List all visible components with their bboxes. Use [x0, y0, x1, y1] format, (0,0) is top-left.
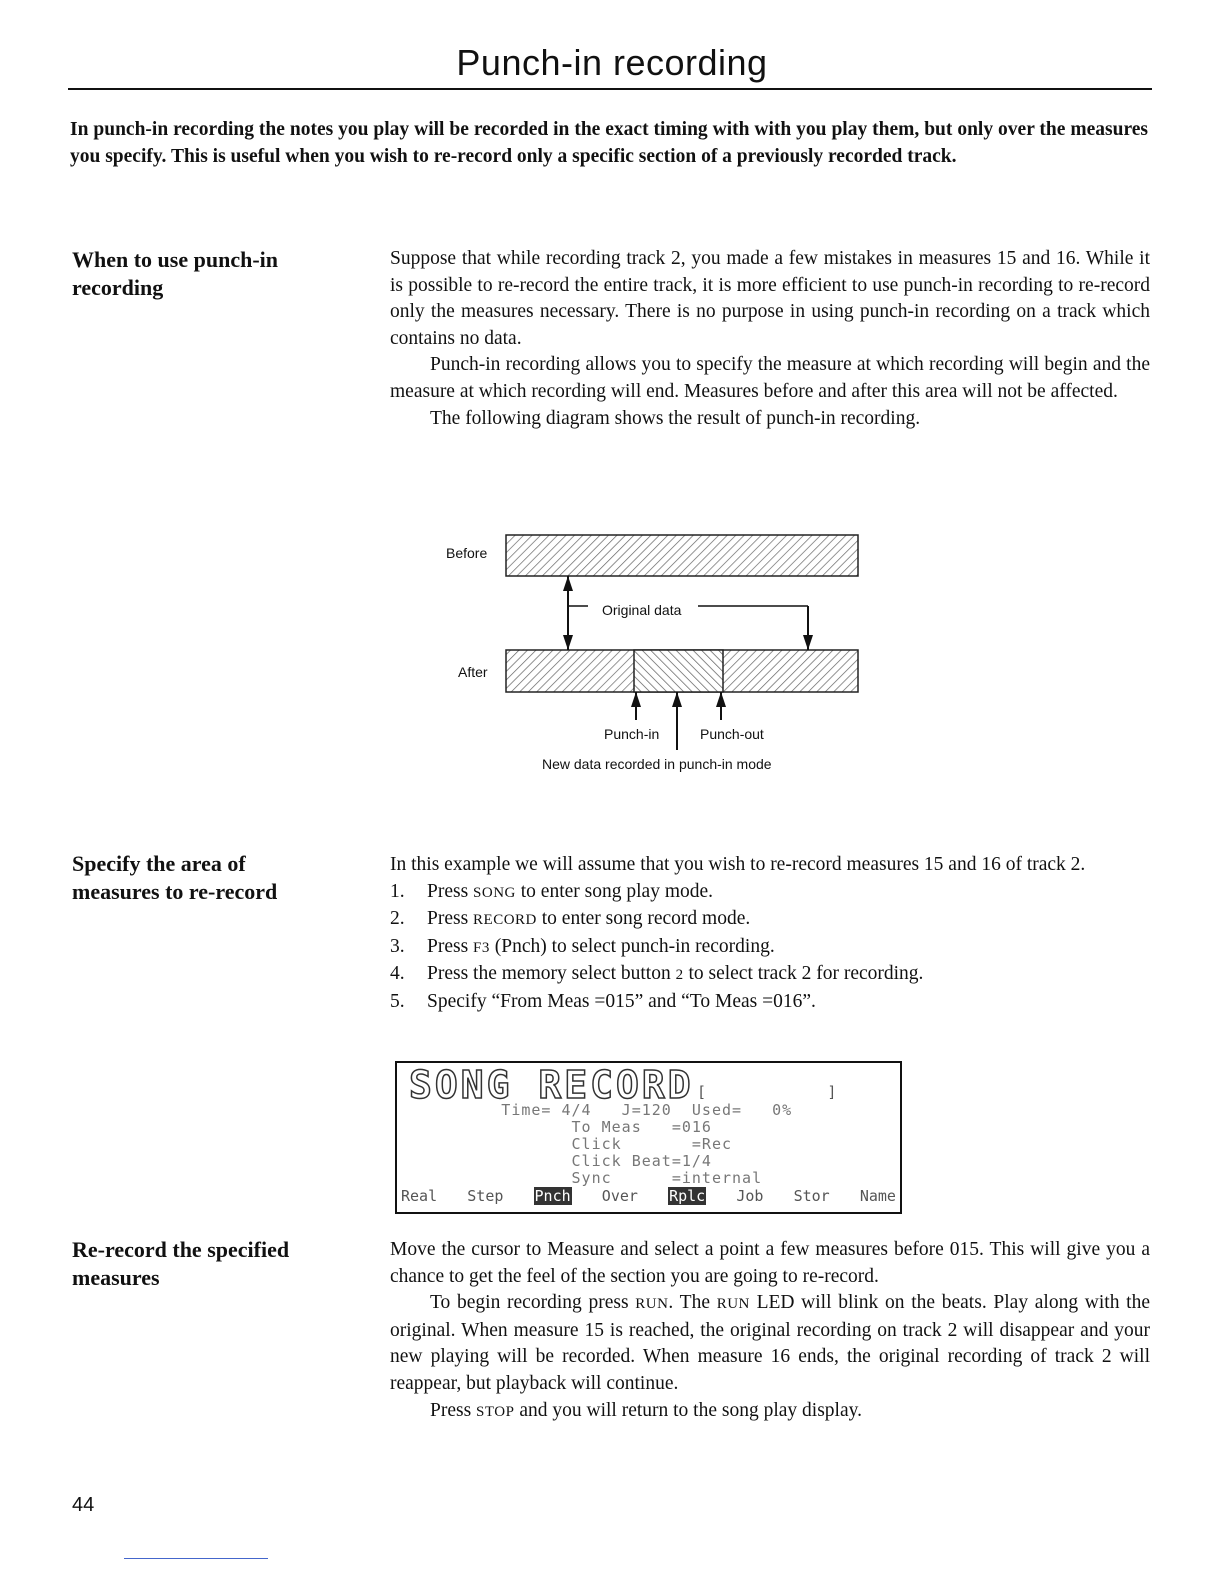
- heading-line: recording: [72, 275, 164, 300]
- lcd-softkeys: [401, 1187, 896, 1205]
- softkey: Real: [401, 1187, 438, 1205]
- title-rule: [68, 88, 1152, 90]
- page-title: Punch-in recording: [456, 42, 768, 83]
- step-item: 1. Press SONG to enter song play mode.: [390, 880, 714, 902]
- new-data-segment-hatch: [634, 650, 723, 692]
- heading-line: measures: [72, 1265, 160, 1290]
- key-name: RUN: [716, 1296, 750, 1313]
- punch-in-label: Punch-in: [604, 726, 660, 742]
- softkey-selected: Pnch: [534, 1187, 571, 1205]
- heading-line: Specify the area of: [72, 851, 246, 876]
- softkey: Step: [467, 1187, 504, 1205]
- diagram-graphic: [440, 525, 880, 785]
- softkey: Job: [736, 1187, 764, 1205]
- step-item: 2. Press RECORD to enter song record mode.: [390, 908, 751, 930]
- section-heading-specify-area: [72, 850, 372, 906]
- lcd-title: SONG RECORD: [409, 1063, 694, 1107]
- punch-out-label: Punch-out: [700, 726, 764, 742]
- heading-line: measures to re-record: [72, 879, 278, 904]
- softkey: Name: [859, 1187, 896, 1205]
- step-item: 5. Specify “From Meas =015” and “To Meas =016”.: [390, 990, 816, 1012]
- punch-in-diagram: [440, 525, 880, 785]
- paragraph: Press STOP and you will return to the song play display.: [430, 1399, 862, 1421]
- lcd-display: [395, 1061, 902, 1214]
- paragraph: In this example we will assume that you wish to re-record measures 15 and 16 of track 2.: [390, 854, 1086, 875]
- before-bar: [506, 535, 858, 576]
- key-name: F3: [473, 939, 490, 956]
- key-name: RUN: [635, 1296, 669, 1313]
- section2-body: [390, 852, 1150, 1016]
- paragraph: Move the cursor to Measure and select a point a few measures before 015. This will give you a chance to get the feel of the section you are going to re-record.: [390, 1239, 1150, 1287]
- page-number: 44: [72, 1494, 95, 1516]
- original-data-label: Original data: [602, 602, 682, 618]
- intro-paragraph: In punch-in recording the notes you play will be recorded in the exact timing with with you play them, but only over the measures you specify. This is useful when you wish to re-record only a specific section of a previously recorded track.: [70, 119, 1148, 167]
- paragraph: Punch-in recording allows you to specify the measure at which recording will begin and the measure at which recording will end. Measures before and after this area will not be affected.: [390, 354, 1150, 402]
- section3-body: [390, 1237, 1150, 1425]
- heading-line: When to use punch-in: [72, 247, 279, 272]
- softkey: Over: [601, 1187, 638, 1205]
- key-name: RECORD: [473, 912, 537, 929]
- lcd-row: Time= 4/4 J=120 Used= 0%: [401, 1101, 793, 1119]
- lcd-row: Sync =internal: [401, 1169, 763, 1187]
- lcd-row: Click =Rec: [401, 1135, 733, 1153]
- after-label: After: [458, 664, 488, 680]
- key-name: SONG: [473, 884, 516, 901]
- key-name: 2: [675, 967, 684, 984]
- heading-line: Re-record the specified: [72, 1237, 290, 1262]
- section-heading-when-to-use: [72, 246, 372, 302]
- lcd-row: To Meas =016: [401, 1118, 712, 1136]
- section1-body: [390, 246, 1150, 432]
- paragraph: Suppose that while recording track 2, you made a few mistakes in measures 15 and 16. While it is possible to re-record the entire track, it is more efficient to use punch-in recording to re-record only the measures necessary. There is no purpose in using punch-in recording on a track which contains no data.: [390, 248, 1150, 349]
- softkey-selected: Rplc: [669, 1187, 706, 1205]
- diagram-caption: New data recorded in punch-in mode: [542, 756, 772, 772]
- step-item: 3. Press F3 (Pnch) to select punch-in recording.: [390, 935, 775, 957]
- before-label: Before: [446, 545, 488, 561]
- lcd-bracket: [ ]: [697, 1083, 838, 1101]
- paragraph: To begin recording press RUN. The RUN LED will blink on the beats. Play along with the original. When measure 15 is reached, the original recording on track 2 will disappear and your new playing will be recorded. When measure 16 ends, the original recording of track 2 will reappear, but playback will continue.: [390, 1292, 1151, 1394]
- step-item: 4. Press the memory select button 2 to select track 2 for recording.: [390, 963, 924, 985]
- softkey: Stor: [793, 1187, 830, 1205]
- key-name: STOP: [476, 1403, 515, 1420]
- section-heading-re-record: [72, 1236, 372, 1292]
- footer-rule: [124, 1558, 268, 1559]
- paragraph: The following diagram shows the result of punch-in recording.: [430, 407, 921, 429]
- lcd-row: Click Beat=1/4: [401, 1152, 712, 1170]
- steps-list: [390, 879, 1150, 1016]
